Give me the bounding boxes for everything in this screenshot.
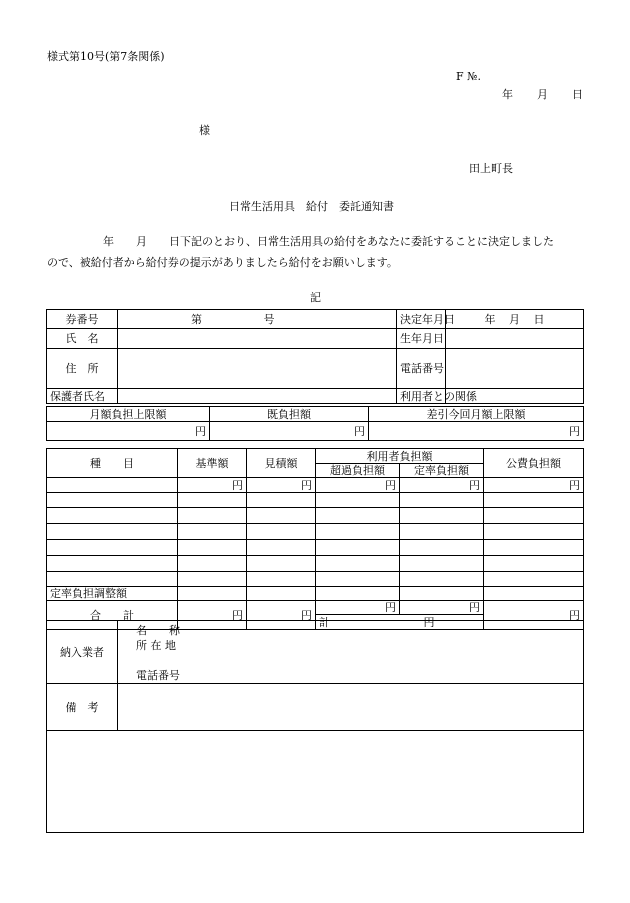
standard-cell[interactable] [178, 572, 247, 587]
public-cell[interactable] [484, 493, 584, 508]
decision-date-field[interactable] [446, 310, 584, 329]
standard-header: 基準額 [178, 449, 247, 478]
date-day: 日 [572, 88, 583, 101]
yen-unit: 円 [569, 478, 580, 492]
user-burden-header: 利用者負担額 [316, 449, 484, 464]
fixed-rate-cell[interactable] [400, 493, 484, 508]
voucher-label: 券番号 [47, 310, 118, 329]
voucher-dai: 第 [191, 312, 202, 326]
item-cell[interactable] [47, 572, 178, 587]
estimate-header: 見積額 [247, 449, 316, 478]
body-line-2: ので、被給付者から給付券の提示がありましたら給付をお願いします。 [47, 256, 398, 269]
excess-cell[interactable] [316, 508, 400, 524]
estimate-cell[interactable] [247, 572, 316, 587]
total-label: 合 計 [47, 601, 178, 630]
public-cell[interactable] [484, 478, 584, 493]
phone-field[interactable] [446, 349, 584, 389]
excess-cell[interactable] [316, 556, 400, 572]
item-cell[interactable] [47, 556, 178, 572]
estimate-cell[interactable] [247, 556, 316, 572]
yen-unit: 円 [301, 478, 312, 492]
monthly-limit-field[interactable] [47, 422, 210, 441]
excess-cell[interactable] [316, 478, 400, 493]
total-excess[interactable] [316, 601, 400, 615]
public-cell[interactable] [484, 508, 584, 524]
yen-unit: 円 [232, 608, 243, 622]
fixed-rate-cell[interactable] [400, 556, 484, 572]
fixed-rate-cell[interactable] [400, 572, 484, 587]
remaining-limit-label: 差引今回月額上限額 [369, 407, 584, 422]
voucher-number-field[interactable] [118, 310, 397, 329]
f-number: F №. [456, 70, 482, 83]
estimate-cell[interactable] [247, 524, 316, 540]
item-cell[interactable] [47, 524, 178, 540]
adjust-public[interactable] [484, 587, 584, 601]
yen-unit: 円 [569, 608, 580, 622]
excess-header: 超過負担額 [316, 464, 400, 478]
yen-unit: 円 [469, 601, 480, 614]
adjust-excess[interactable] [316, 587, 400, 601]
public-cell[interactable] [484, 524, 584, 540]
yen-unit: 円 [385, 478, 396, 492]
vendor-phone-label: 電話番号 [136, 669, 180, 682]
yen-unit: 円 [469, 478, 480, 492]
yen-unit: 円 [301, 608, 312, 622]
decision-date-label: 決定年月日 [397, 310, 446, 329]
vendor-name-label: 名 称 [136, 624, 180, 637]
total-fixed[interactable] [400, 601, 484, 615]
standard-cell[interactable] [178, 478, 247, 493]
item-header: 種 目 [47, 449, 178, 478]
guardian-field[interactable] [118, 389, 397, 404]
address-field[interactable] [118, 349, 397, 389]
vendor-location-label: 所 在 地 [136, 639, 176, 652]
address-label: 住 所 [47, 349, 118, 389]
standard-cell[interactable] [178, 493, 247, 508]
estimate-cell[interactable] [247, 478, 316, 493]
decision-day: 日 [533, 312, 545, 326]
decision-year: 年 [484, 312, 496, 326]
estimate-cell[interactable] [247, 493, 316, 508]
name-field[interactable] [118, 329, 397, 349]
item-cell[interactable] [47, 540, 178, 556]
public-cell[interactable] [484, 556, 584, 572]
item-cell[interactable] [47, 508, 178, 524]
already-burden-label: 既負担額 [210, 407, 369, 422]
yen-unit: 円 [354, 424, 365, 438]
adjust-fixed[interactable] [400, 587, 484, 601]
fixed-rate-cell[interactable] [400, 478, 484, 493]
voucher-go: 号 [263, 312, 275, 326]
birth-field[interactable] [446, 329, 584, 349]
limits-table [46, 406, 584, 441]
item-cell[interactable] [47, 478, 178, 493]
decision-month: 月 [509, 312, 520, 326]
form-label: 様式第10号(第7条関係) [47, 50, 165, 63]
public-cell[interactable] [484, 540, 584, 556]
monthly-limit-label: 月額負担上限額 [47, 407, 210, 422]
addressee-suffix: 様 [199, 124, 210, 137]
remarks-field[interactable] [118, 684, 584, 731]
fixed-rate-cell[interactable] [400, 524, 484, 540]
public-header: 公費負担額 [484, 449, 584, 478]
kei-label: 計 [319, 615, 330, 629]
standard-cell[interactable] [178, 508, 247, 524]
standard-cell[interactable] [178, 556, 247, 572]
issuer: 田上町長 [469, 162, 513, 175]
yen-unit: 円 [569, 424, 580, 438]
relation-label: 利用者との関係 [397, 389, 446, 404]
yen-unit: 円 [423, 615, 435, 629]
remarks-extra-area[interactable] [47, 731, 584, 833]
items-table [46, 448, 584, 630]
remaining-limit-field[interactable] [369, 422, 584, 441]
excess-cell[interactable] [316, 540, 400, 556]
excess-cell[interactable] [316, 493, 400, 508]
date-year: 年 [502, 88, 513, 101]
yen-unit: 円 [195, 424, 206, 438]
vendor-table [46, 620, 584, 833]
standard-cell[interactable] [178, 540, 247, 556]
adjust-label: 定率負担調整額 [47, 587, 178, 601]
birth-label: 生年月日 [397, 329, 446, 349]
guardian-label: 保護者氏名 [47, 389, 118, 404]
vendor-details[interactable] [118, 621, 584, 684]
date-month: 月 [537, 88, 548, 101]
excess-cell[interactable] [316, 524, 400, 540]
info-table [46, 309, 584, 404]
body-line-1: 年 月 日下記のとおり、日常生活用具の給付をあなたに委託することに決定しました [103, 235, 554, 248]
fixed-rate-header: 定率負担額 [400, 464, 484, 478]
standard-cell[interactable] [178, 524, 247, 540]
fixed-rate-cell[interactable] [400, 508, 484, 524]
yen-unit: 円 [385, 601, 396, 614]
vendor-label: 納入業者 [47, 621, 118, 684]
excess-cell[interactable] [316, 572, 400, 587]
phone-label: 電話番号 [397, 349, 446, 389]
name-label: 氏 名 [47, 329, 118, 349]
adjust-estimate[interactable] [247, 587, 316, 601]
ki-heading: 記 [310, 291, 321, 304]
item-cell[interactable] [47, 493, 178, 508]
yen-unit: 円 [232, 478, 243, 492]
estimate-cell[interactable] [247, 540, 316, 556]
already-burden-field[interactable] [210, 422, 369, 441]
document-title: 日常生活用具 給付 委託通知書 [229, 200, 394, 213]
adjust-standard[interactable] [178, 587, 247, 601]
remarks-label: 備 考 [47, 684, 118, 731]
public-cell[interactable] [484, 572, 584, 587]
fixed-rate-cell[interactable] [400, 540, 484, 556]
estimate-cell[interactable] [247, 508, 316, 524]
